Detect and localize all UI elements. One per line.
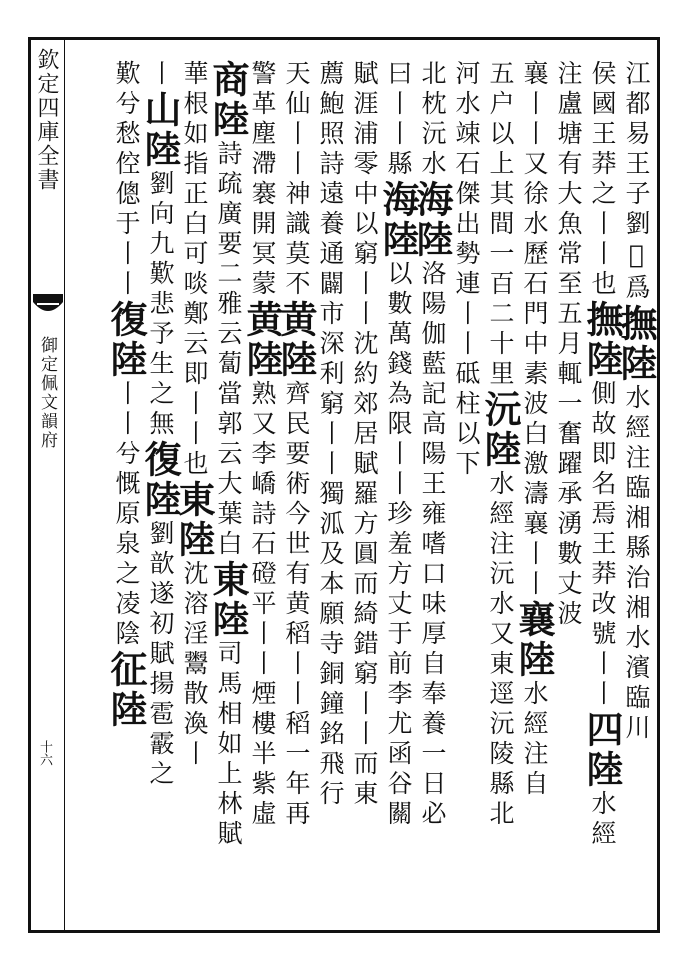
entry-text: 詩疏廣要二雅云蔔當郭云大葉白 — [214, 140, 243, 560]
entry-text: 劉向九歎悲予生之無 — [146, 170, 175, 440]
entry-text: 丨 — [146, 60, 175, 90]
entry-text: 曰丨丨縣 — [384, 60, 413, 180]
entry-heading: 海陸 — [376, 180, 420, 260]
entry-text: 沈溶淫鬻散渙丨 — [180, 560, 209, 770]
entry-text: 以數萬錢為限丨丨珍羞方丈于前李尤函谷關 — [384, 260, 413, 830]
entry-text: 薦鮑照詩遠養通闢市深利窮丨丨獨泒及本願寺銅鐘銘飛行 — [316, 60, 345, 810]
entry-heading: 商陸 — [206, 60, 250, 140]
entry-text: 華根如指正白可啖鄭云即丨丨也 — [180, 60, 209, 480]
entry-text: 司馬相如上林賦 — [214, 640, 243, 850]
entry-text: 熟又李嶠詩石磴平丨丨煙樓半紫虛 — [248, 380, 277, 830]
entry-text: 劉歆遂初賦揚雹霰之 — [146, 520, 175, 790]
entry-text: 砥柱以下 — [452, 360, 481, 480]
entry-text: 歎兮愁倥傯于丨丨 — [112, 60, 141, 300]
entry-text: 襄丨丨又徐水歷石門中素波白激濤襄丨丨 — [520, 60, 549, 600]
entry-heading: 東陸 — [206, 560, 250, 640]
entry-text: 水經注沅水又東逕沅陵縣北 — [486, 470, 515, 830]
entry-text: 侯國王莽之丨丨也 — [588, 60, 617, 300]
entry-heading: 黄陸 — [274, 300, 318, 380]
entry-text: 天仙丨丨神識莫不 — [282, 60, 311, 300]
entry-heading: 復陸 — [138, 440, 182, 520]
entry-heading: 撫陸 — [580, 300, 624, 380]
entry-heading: 沅陸 — [478, 390, 522, 470]
entry-text: 水經 — [588, 790, 617, 850]
entry-text: 丨丨兮慨原泉之凌陰 — [112, 380, 141, 650]
entry-heading: 山陸 — [138, 90, 182, 170]
entry-heading: 四陸 — [580, 710, 624, 790]
entry-text: 水經注自 — [520, 680, 549, 800]
fish-tail-mark-icon — [31, 290, 65, 324]
entry-text: 北枕沅水 — [418, 60, 447, 180]
entry-heading: 撫陸 — [614, 304, 658, 384]
entry-heading: 復陸 — [104, 300, 148, 380]
entry-text: 警革塵滯褰開冥蒙 — [248, 60, 277, 300]
entry-text: 江都易王子劉𥨸爲 — [622, 60, 651, 304]
entry-heading: 東陸 — [172, 480, 216, 560]
margin-collection-title: 欽定四庫全書 — [34, 48, 59, 192]
entry-text: 齊民要術今世有黄稻丨丨稻一年再 — [282, 380, 311, 830]
entry-heading: 征陸 — [104, 650, 148, 730]
entry-text: 側故即名焉王莽改號丨丨 — [588, 380, 617, 710]
margin-page-number: 十六 — [37, 740, 52, 766]
entry-heading: 黄陸 — [240, 300, 284, 380]
entry-text: 水經注臨湘縣治湘水濱臨川 — [622, 384, 651, 744]
margin-book-title: 御定佩文韻府 — [37, 336, 57, 450]
entry-heading: 海陸 — [410, 180, 454, 260]
entry-text: 賦涯浦零中以窮丨丨沈約郊居賦羅方圓而綺錯窮丨丨而東 — [350, 60, 379, 810]
entry-heading: 襄陸 — [512, 600, 556, 680]
entry-text: 注盧塘有大魚常至五月輒一奮躍承湧數丈波 — [554, 60, 583, 630]
entry-text: 河水竦石傑出勢連丨丨 — [452, 60, 481, 360]
entry-text: 洛陽伽藍記高陽王雍嗜口味厚自奉養一日必 — [418, 260, 447, 830]
entry-text: 五户以上其間一百二十里 — [486, 60, 515, 390]
text-column — [102, 60, 150, 920]
